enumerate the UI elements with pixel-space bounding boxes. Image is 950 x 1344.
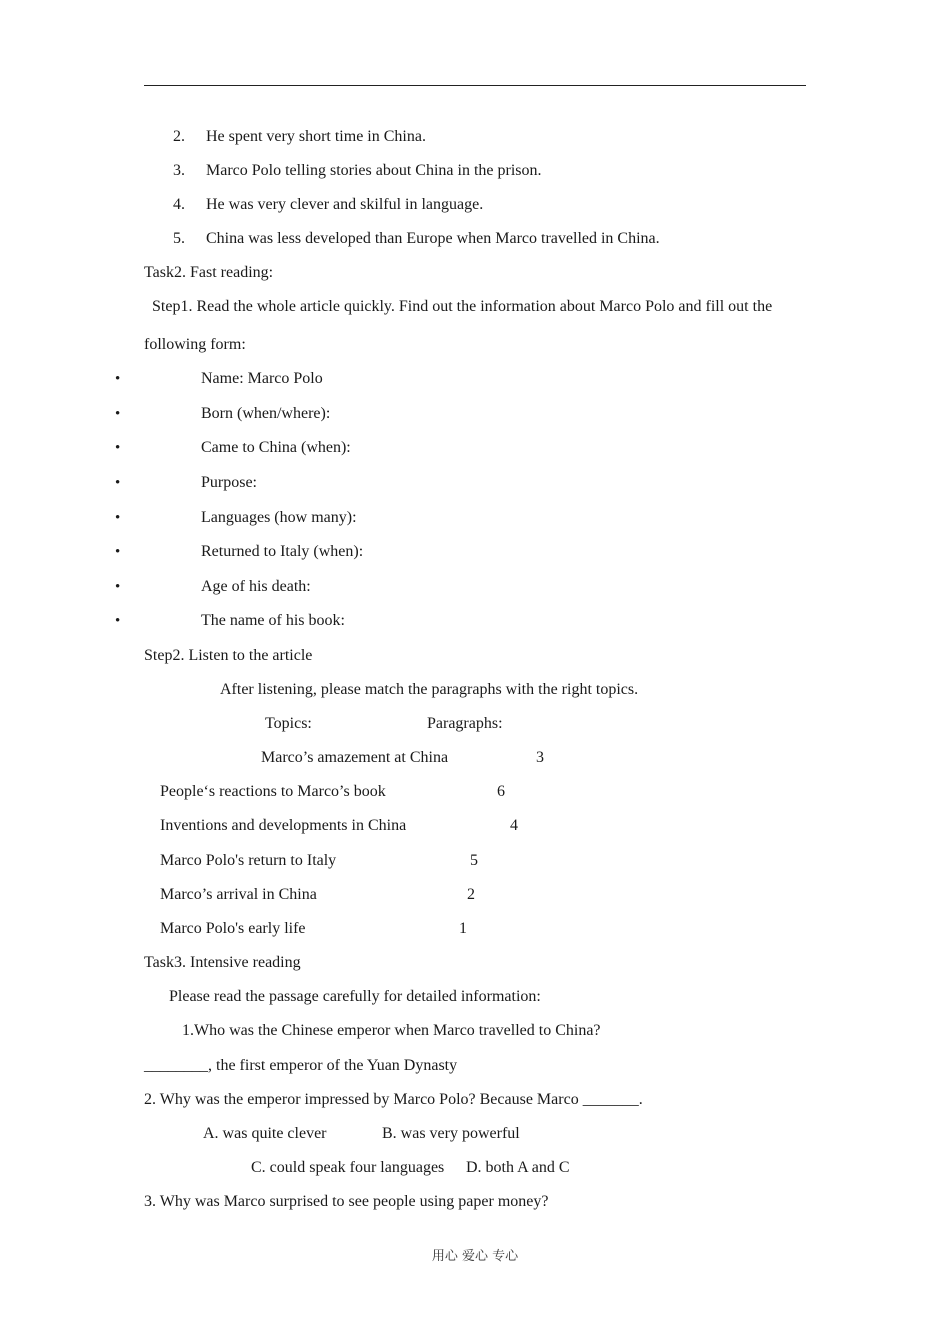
form-item-purpose: Purpose: [201,474,257,491]
paragraphs-header: Paragraphs: [427,715,503,732]
page-footer: 用心 爱心 专心 [431,1249,519,1264]
match-topic: Marco’s amazement at China [261,749,449,766]
question-2: 2. Why was the emperor impressed by Marco Polo? Because Marco _______. [144,1091,643,1108]
numbered-item: He spent very short time in China. [206,128,426,145]
question-3: 3. Why was Marco surprised to see people using paper money? [144,1193,549,1210]
match-paragraph: 4 [510,817,518,834]
form-item-name: Name: Marco Polo [201,370,323,387]
step2-heading: Step2. Listen to the article [144,647,313,664]
topics-header: Topics: [265,715,312,732]
match-paragraph: 6 [497,783,505,800]
bullet-icon: • [115,406,121,422]
bullet-icon: • [115,579,121,595]
form-item-age: Age of his death: [201,578,311,595]
bullet-icon: • [115,371,121,387]
form-item-languages: Languages (how many): [201,509,357,526]
form-item-returned: Returned to Italy (when): [201,543,364,560]
task3-heading: Task3. Intensive reading [144,954,301,971]
form-item-came: Came to China (when): [201,439,351,456]
step1-text: Step1. Read the whole article quickly. Find out the information about Marco Polo and fill out the [152,298,773,315]
match-topic: Inventions and developments in China [160,817,407,834]
match-paragraph: 3 [536,749,544,766]
form-item-book: The name of his book: [201,612,345,629]
bullet-icon: • [115,613,121,629]
match-topic: Marco Polo's return to Italy [160,852,337,869]
header-rule [144,85,806,86]
numbered-item: China was less developed than Europe when Marco travelled in China. [206,230,660,247]
item-number: 2. [173,128,185,145]
match-paragraph: 1 [459,920,467,937]
option-b: B. was very powerful [382,1125,520,1142]
question-1: 1.Who was the Chinese emperor when Marco travelled to China? [182,1022,601,1039]
item-number: 4. [173,196,185,213]
form-item-born: Born (when/where): [201,405,331,422]
bullet-icon: • [115,544,121,560]
item-number: 5. [173,230,185,247]
task3-instruction: Please read the passage carefully for detailed information: [169,988,541,1005]
step2-instruction: After listening, please match the paragraphs with the right topics. [220,681,639,698]
numbered-item: Marco Polo telling stories about China in the prison. [206,162,542,179]
option-a: A. was quite clever [203,1125,327,1142]
step1-text-cont: following form: [144,336,246,353]
match-topic: Marco Polo's early life [160,920,306,937]
question-1-blank: ________, the first emperor of the Yuan Dynasty [144,1057,458,1074]
item-number: 3. [173,162,185,179]
task2-heading: Task2. Fast reading: [144,264,274,281]
bullet-icon: • [115,440,121,456]
match-topic: Marco’s arrival in China [160,886,317,903]
match-paragraph: 5 [470,852,478,869]
bullet-icon: • [115,475,121,491]
bullet-icon: • [115,510,121,526]
match-topic: People‘s reactions to Marco’s book [160,783,386,800]
numbered-item: He was very clever and skilful in language. [206,196,484,213]
match-paragraph: 2 [467,886,475,903]
option-d: D. both A and C [466,1159,570,1176]
option-c: C. could speak four languages [251,1159,445,1176]
